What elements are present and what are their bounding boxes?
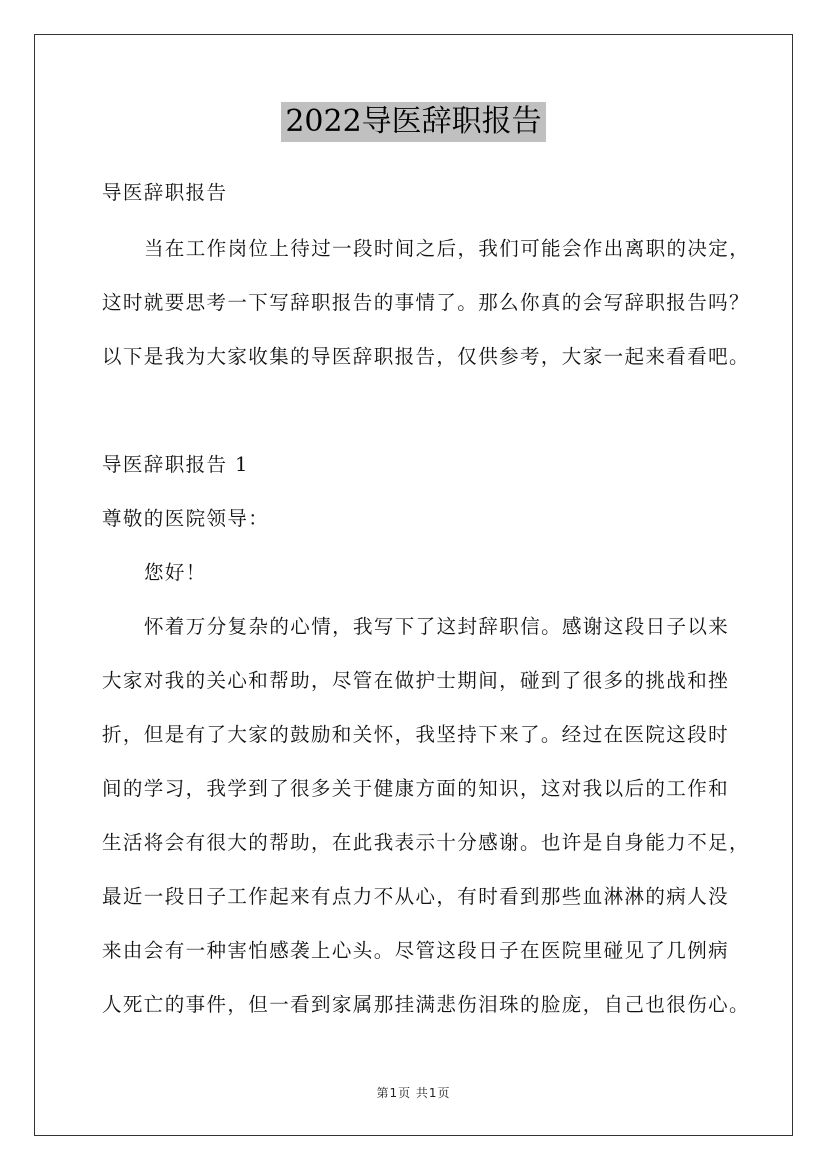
body-line: 间的学习，我学到了很多关于健康方面的知识，这对我以后的工作和 <box>102 777 730 800</box>
intro-line: 以下是我为大家收集的导医辞职报告，仅供参考，大家一起来看看吧。 <box>102 345 750 368</box>
document-heading: 导医辞职报告 <box>102 181 228 204</box>
body-line: 怀着万分复杂的心情，我写下了这封辞职信。感谢这段日子以来 <box>144 615 730 638</box>
body-line: 最近一段日子工作起来有点力不从心，有时看到那些血淋淋的病人没 <box>102 885 730 908</box>
section-title: 导医辞职报告 1 <box>102 453 249 476</box>
intro-line: 当在工作岗位上待过一段时间之后，我们可能会作出离职的决定， <box>144 237 751 260</box>
page-footer: 第1页 共1页 <box>376 1086 451 1100</box>
salutation: 尊敬的医院领导： <box>102 507 270 530</box>
body-line: 折，但是有了大家的鼓励和关怀，我坚持下来了。经过在医院这段时 <box>102 723 730 746</box>
document-title: 2022导医辞职报告 <box>281 102 545 142</box>
intro-line: 这时就要思考一下写辞职报告的事情了。那么你真的会写辞职报告吗？ <box>102 291 750 314</box>
body-line: 人死亡的事件，但一看到家属那挂满悲伤泪珠的脸庞，自己也很伤心。 <box>102 993 750 1016</box>
body-line: 生活将会有很大的帮助，在此我表示十分感谢。也许是自身能力不足， <box>102 831 750 854</box>
body-line: 大家对我的关心和帮助，尽管在做护士期间，碰到了很多的挑战和挫 <box>102 669 730 692</box>
title-container <box>0 102 827 142</box>
greeting: 您好！ <box>144 561 207 584</box>
body-line: 来由会有一种害怕感袭上心头。尽管这段日子在医院里碰见了几例病 <box>102 939 730 962</box>
